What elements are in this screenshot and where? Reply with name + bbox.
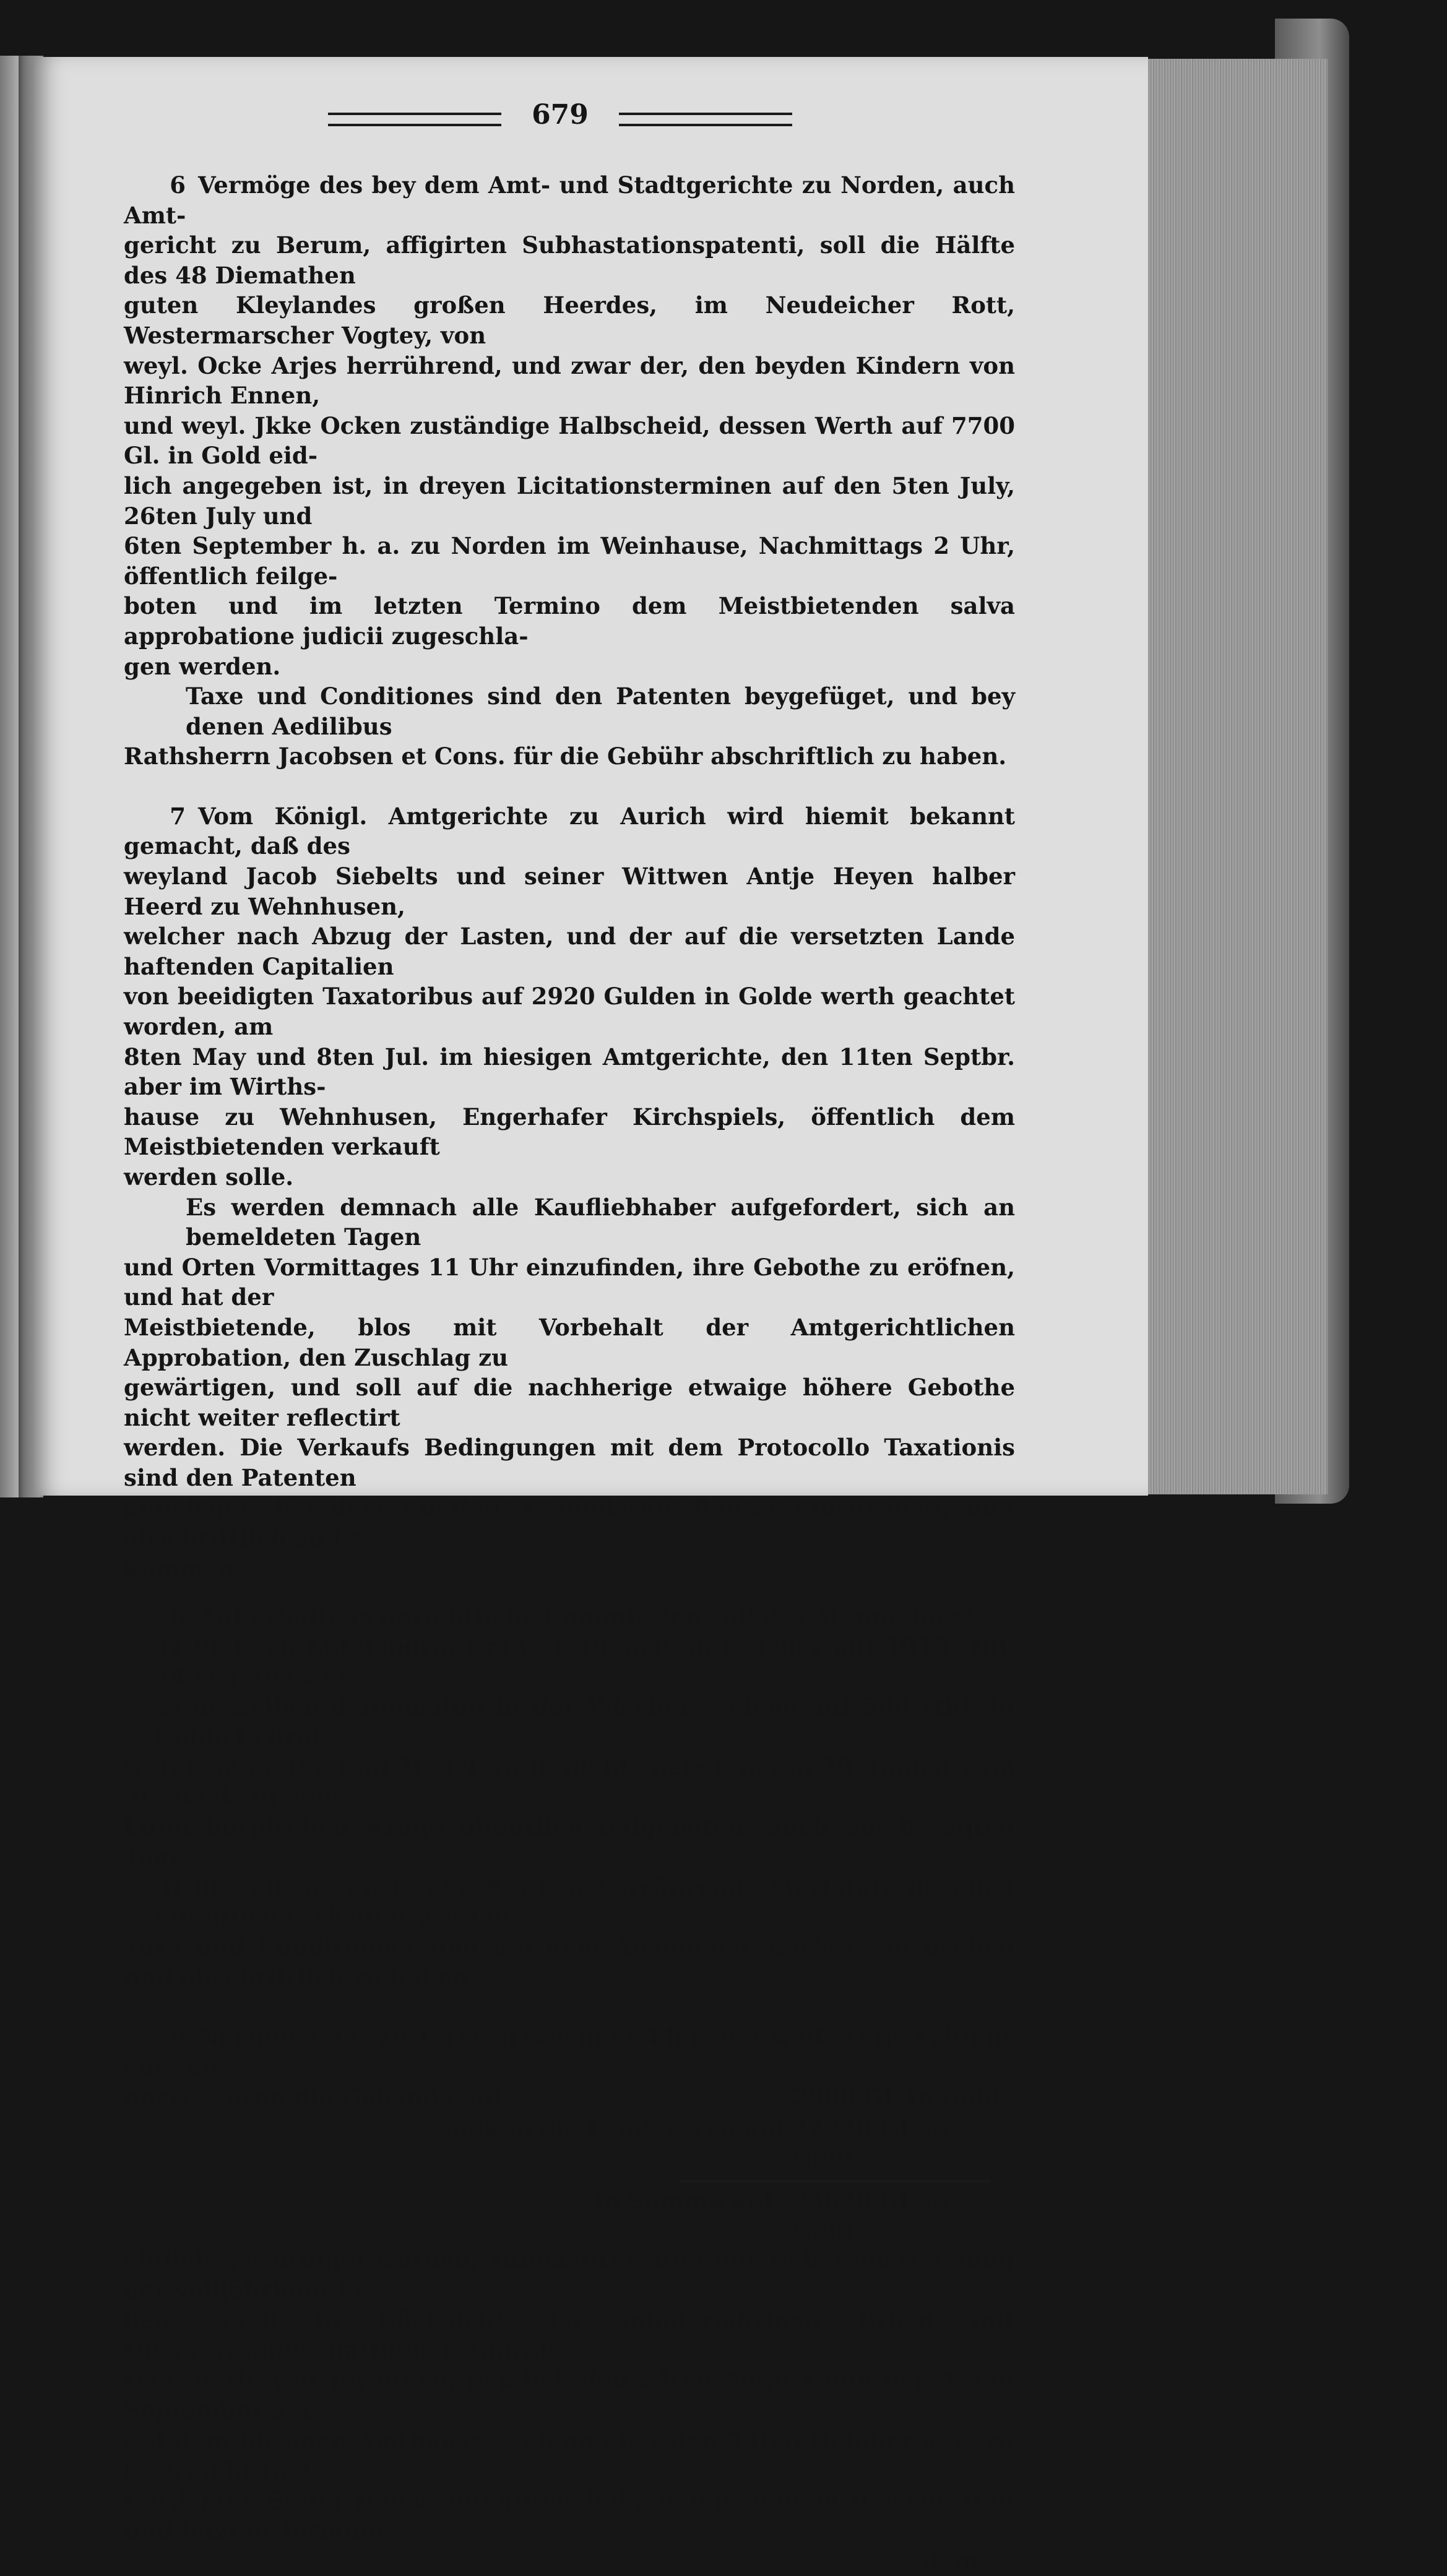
entry-followup-line: eidlich gewürdiget worden, subhastiret, und mit Uebereinstimmung der volljährigen Er- xyxy=(124,2246,1015,2304)
entry-line: 6ten September h. a. zu Norden im Weinhause, Nachmittags 2 Uhr, öffentlich feilge- xyxy=(124,532,1015,590)
page-header xyxy=(328,99,792,136)
entry-followup-line: kommen. xyxy=(124,1554,243,1582)
entry-line: gericht zu Berum, affigirten Subhastationspatenti, soll die Hälfte des 48 Diemathen xyxy=(124,231,1015,289)
entry-number: 8 xyxy=(170,1603,186,1630)
entry-followup-line: angeleget, bei dem Auctions-Commissair Reuter einzusehen, und abschriftlich zu be- xyxy=(124,1494,1015,1552)
entry-line: von beeidigten Taxatoribus auf 2920 Gulden in Golde werth geachtet worden, am xyxy=(124,983,1015,1041)
entry-followup-line: Gerd Jans Smits Hause öffentlich feilgeboten, und in diesem 3ten und letzten Termino xyxy=(124,2486,1015,2544)
header-rule-left xyxy=(328,113,501,126)
spacer xyxy=(124,772,1015,801)
entry-followup-line: auf dem hiesigen Amthause, sodann aber den 23ten October a. c. zu Neermohr in des xyxy=(124,2426,1015,2484)
notice-entry-7 xyxy=(124,801,1015,1583)
valuation-total-amount: 25620 Gl. in Gold xyxy=(792,2186,949,2244)
valuation-amount: 22720 Gl. in Gold xyxy=(792,2113,949,2171)
header-rule-right xyxy=(619,113,792,126)
entry-line: 8ten May und 8ten Jul. im hiesigen Amtgerichte, den 11ten Septbr. aber im Wirths- xyxy=(124,1043,1015,1101)
entry-line: gen werden. xyxy=(124,652,281,680)
entry-line xyxy=(124,2022,1015,2082)
page-stack-edges xyxy=(1142,59,1328,1494)
notice-entry-9 xyxy=(124,2022,1015,2546)
valuation-total-row xyxy=(124,2185,1015,2245)
entry-line: und weyl. Jkke Ocken zuständige Halbscheid, dessen Werth auf 7700 Gl. in Gold eid- xyxy=(124,411,1015,470)
page-number: 679 xyxy=(532,99,589,131)
entry-line: hause zu Wehnhusen, Engerhafer Kirchspiels, öffentlich dem Meistbietenden verkauft xyxy=(124,1103,1015,1161)
entry-line: weyland Jacob Siebelts und seiner Wittwen Antje Heyen halber Heerd zu Wehnhusen, xyxy=(124,863,1015,920)
entry-text: Nachdem der zu Terborg belegene Platz der weil. Antje Frilings cum an- xyxy=(124,2023,1015,2081)
valuation-amount: 2900 Gl. in Gold xyxy=(792,2083,1001,2111)
entry-number: 9 xyxy=(170,2023,186,2051)
notice-entry-8 xyxy=(124,1601,1015,1992)
valuation-total-label: in Summa auf xyxy=(594,2186,774,2213)
notice-entry-6 xyxy=(124,170,1015,772)
entry-line xyxy=(124,801,1015,861)
catchword: dem xyxy=(923,2547,978,2575)
entry-line: guten Kleylandes großen Heerdes, im Neudeicher Rott, Westermarscher Vogtey, von xyxy=(124,291,1015,349)
entry-followup-line: tion, in dreyen Terminen, nemlich den 24ten August und den 16ten September a. c. xyxy=(124,2366,1015,2424)
entry-line: weyl. Ocke Arjes herrührend, und zwar der, den beyden Kindern von Hinrich Ennen, xyxy=(124,351,1015,410)
entry-text: Vermöge des bey dem Amt- und Stadtgerichte zu Norden, auch Amt- xyxy=(124,171,1015,229)
entry-line: welcher nach Abzug der Lasten, und der auf die versetzten Lande haftenden Capitalien xyxy=(124,923,1015,980)
page-text xyxy=(124,170,1015,2576)
spacer xyxy=(124,1583,1015,1601)
entry-line: Taxe und Conditiones sind bei dem Ausmiener Backer einzusehen und abschriftlich zu haben. xyxy=(124,1933,1015,1991)
valuation-label: sodann die Ländereyen auf xyxy=(439,2113,786,2141)
entry-text: Auf erhaltene gerichtliche Commission soll des Menne Jacobs xyxy=(198,1603,995,1630)
entry-followup-line: ben, auch in Rücksicht der minderjährigen Erben mit Obervormundschaftlicher Approba- xyxy=(124,2306,1015,2364)
entry-followup-line: Es werden demnach alle Kaufliebhaber aufgefordert, sich an bemeldeten Tagen xyxy=(186,1193,1015,1251)
entry-line: 3) desselben von Konke Konken herrührende Warfstäte daselbst öffentlich verkaufet werden. xyxy=(155,1873,1015,1931)
entry-line: werden solle. xyxy=(124,1163,294,1191)
spacer xyxy=(124,1992,1015,2022)
entry-followup-line: Meistbietende, blos mit Vorbehalt der Amtgerichtlichen Approbation, den Zuschlag zu xyxy=(124,1313,1015,1371)
entry-followup-line: und Orten Vormittages 11 Uhr einzufinden, ihre Gebothe zu eröfnen, und hat der xyxy=(124,1253,1015,1311)
entry-line: boten und im letzten Termino dem Meistbietenden salva approbatione judicii zugeschla- xyxy=(124,592,1015,650)
entry-line xyxy=(124,1601,1015,1632)
entry-line: 1) Platz zu Lütetsburg, groß 36 Diematen, welcher auf 1018 rthl. 14 sch. in Golde, xyxy=(155,1632,1015,1691)
entry-followup-line: Taxe und Conditiones sind den Patenten beygefüget, und bey denen Aedilibus xyxy=(186,683,1015,740)
valuation-row xyxy=(124,2113,1015,2173)
sum-rule xyxy=(681,2180,990,2182)
entry-line: 2) desselben 4 Diematen in der Wischer, welche auf 500 rthl. in Golde taxiret, xyxy=(155,1693,1015,1751)
valuation-label: nexis, wovon die Gebände auf xyxy=(124,2083,503,2111)
entry-followup-line: Rathsherrn Jacobsen et Cons. für die Gebühr abschriftlich zu haben. xyxy=(124,743,1007,770)
entry-text: Vom Königl. Amtgerichte zu Aurich wird hiemit bekannt gemacht, daß des xyxy=(124,802,1015,860)
entry-line: lich angegeben ist, in dreyen Licitationsterminen auf den 5ten July, 26ten July und xyxy=(124,472,1015,530)
entry-number: 6 xyxy=(170,171,186,199)
valuation-row xyxy=(124,2082,1015,2113)
entry-line: Lütetsburgischen Kruge öffentlich feilgeboten, auch am besagten Tage xyxy=(124,1813,1015,1871)
entry-line: wofür im ersten und 2ten Termin nichts geboten, am 28 August zum 3tenmale in dem xyxy=(124,1753,1015,1811)
entry-number: 7 xyxy=(170,802,186,830)
entry-followup-line: werden. Die Verkaufs Bedingungen mit dem Protocollo Taxationis sind den Patenten xyxy=(124,1434,1015,1491)
entry-line xyxy=(124,170,1015,230)
entry-followup-line: gewärtigen, und soll auf die nachherige etwaige höhere Gebothe nicht weiter reflectirt xyxy=(124,1374,1015,1431)
